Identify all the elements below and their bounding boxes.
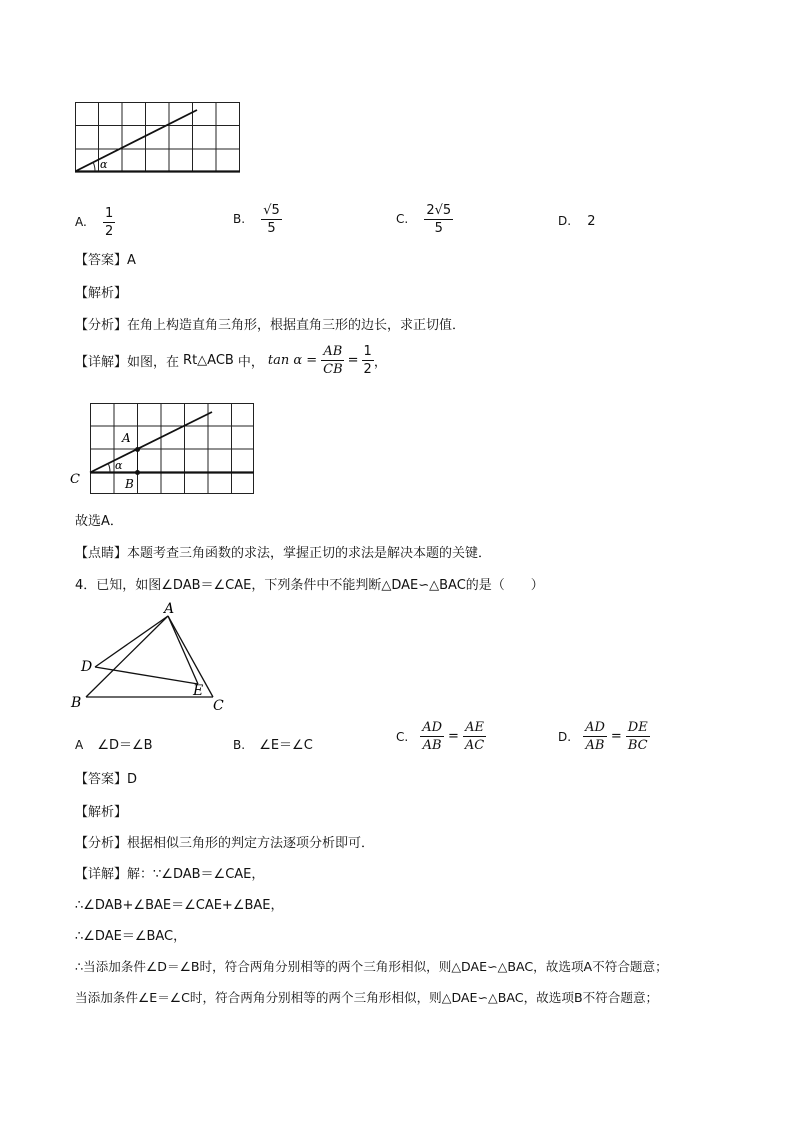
- frac-num: DE: [627, 720, 648, 735]
- option-letter: C.: [396, 212, 409, 226]
- q4-line-3: ∴∠DAE＝∠BAC，: [75, 929, 187, 944]
- q4-option-b: [233, 734, 313, 753]
- q4-line-4: ∴当添加条件∠D＝∠B时，符合两角分别相等的两个三角形相似，则△DAE∽△BAC，故选项A不符合题意；: [75, 959, 668, 974]
- option-text: ∠E＝∠C: [259, 738, 313, 753]
- q3-dianjing: [75, 542, 491, 561]
- option-letter: D.: [558, 729, 572, 744]
- equals-sign: =: [448, 729, 459, 744]
- label-b: B: [125, 477, 134, 491]
- label-a: A: [164, 601, 175, 617]
- q3-option-b: [233, 204, 282, 235]
- label-e: E: [193, 683, 204, 699]
- frac-den: AB: [585, 738, 605, 753]
- q3-option-a: [75, 207, 115, 238]
- fenxi-text: 根据相似三角形的判定方法逐项分析即可．: [127, 836, 375, 851]
- answer-tag: 【答案】: [75, 772, 128, 787]
- q4-analysis-tag: 【解析】: [75, 805, 128, 820]
- frac-den: BC: [627, 738, 648, 753]
- frac-den: 2: [104, 224, 114, 239]
- q4-line-5: 当添加条件∠E＝∠C时，符合两角分别相等的两个三角形相似，则△DAE∽△BAC，故选项B不符合题意；: [75, 990, 659, 1005]
- frac-num: AE: [465, 720, 485, 735]
- detail-text: 如图，在: [127, 355, 180, 370]
- dianjing-text: 本题考查三角函数的求法，掌握正切的求法是解决本题的关键．: [127, 546, 492, 561]
- q4-line-2: ∴∠DAB+∠BAE＝∠CAE+∠BAE，: [75, 898, 284, 913]
- q3-fenxi: [75, 314, 465, 333]
- fenxi-tag: 【分析】: [75, 318, 128, 333]
- q3-choose: 故选A．: [75, 514, 123, 529]
- label-d: D: [81, 659, 93, 675]
- fenxi-text: 在角上构造直角三角形，根据直角三形的边长，求正切值．: [127, 318, 466, 333]
- answer-value: D: [127, 772, 138, 787]
- option-letter: B.: [233, 212, 246, 226]
- label-c: C: [70, 472, 80, 487]
- option-letter: A.: [75, 215, 87, 229]
- q3-analysis-tag: 【解析】: [75, 286, 128, 301]
- label-b: B: [71, 695, 82, 711]
- frac-num: AD: [585, 720, 605, 735]
- grid-figure-1: [75, 102, 241, 174]
- detail-tag: 【详解】: [75, 355, 128, 370]
- equals-sign: =: [347, 353, 359, 368]
- frac-den: 5: [434, 221, 443, 236]
- frac-num: √5: [263, 203, 280, 218]
- detail-text: 解：∵∠DAB＝∠CAE，: [127, 867, 265, 882]
- alpha-label: α: [100, 158, 108, 171]
- q3-answer: [75, 249, 136, 268]
- q4-fenxi: [75, 832, 374, 851]
- option-letter: C.: [396, 729, 409, 744]
- option-letter: D.: [558, 214, 572, 228]
- frac-den: 2: [363, 362, 372, 377]
- frac-den: 5: [267, 221, 276, 236]
- dianjing-tag: 【点睛】: [75, 546, 128, 561]
- frac-num: 1: [363, 344, 372, 359]
- detail-rt: Rt△ACB: [183, 353, 234, 368]
- triangle-figure: [68, 600, 238, 718]
- option-letter: B.: [233, 738, 246, 752]
- option-text: 2: [587, 214, 596, 229]
- alpha-label: α: [115, 459, 123, 472]
- fenxi-tag: 【分析】: [75, 836, 128, 851]
- frac-num: 2√5: [426, 203, 452, 218]
- frac-den: AC: [464, 738, 485, 753]
- frac-den: AB: [422, 738, 442, 753]
- q3-option-d: [558, 214, 595, 229]
- frac-num: AB: [323, 344, 343, 359]
- q4-answer: [75, 768, 137, 787]
- q4-option-c: [396, 721, 486, 752]
- q4-option-d: [558, 721, 650, 752]
- q3-option-c: [396, 204, 453, 235]
- q3-detail: [75, 345, 387, 376]
- equals-sign: =: [610, 729, 622, 744]
- tan-alpha: tan α =: [267, 353, 318, 368]
- frac-den: CB: [323, 362, 343, 377]
- grid-figure-2: [68, 403, 258, 495]
- detail-tag: 【详解】: [75, 867, 128, 882]
- frac-num: 1: [104, 206, 114, 221]
- detail-text: 中，: [237, 355, 264, 370]
- label-a: A: [122, 431, 131, 445]
- option-text: ∠D＝∠B: [97, 738, 153, 753]
- q4-stem: 4．已知，如图∠DAB＝∠CAE，下列条件中不能判断△DAE∽△BAC的是（ ）: [75, 578, 544, 593]
- detail-text: ，: [373, 355, 387, 370]
- option-letter: A: [75, 738, 84, 752]
- q4-detail: [75, 863, 264, 882]
- answer-value: A: [127, 253, 136, 268]
- q4-option-a: [75, 734, 153, 753]
- label-c: C: [213, 698, 224, 714]
- frac-num: AD: [422, 720, 443, 735]
- answer-tag: 【答案】: [75, 253, 128, 268]
